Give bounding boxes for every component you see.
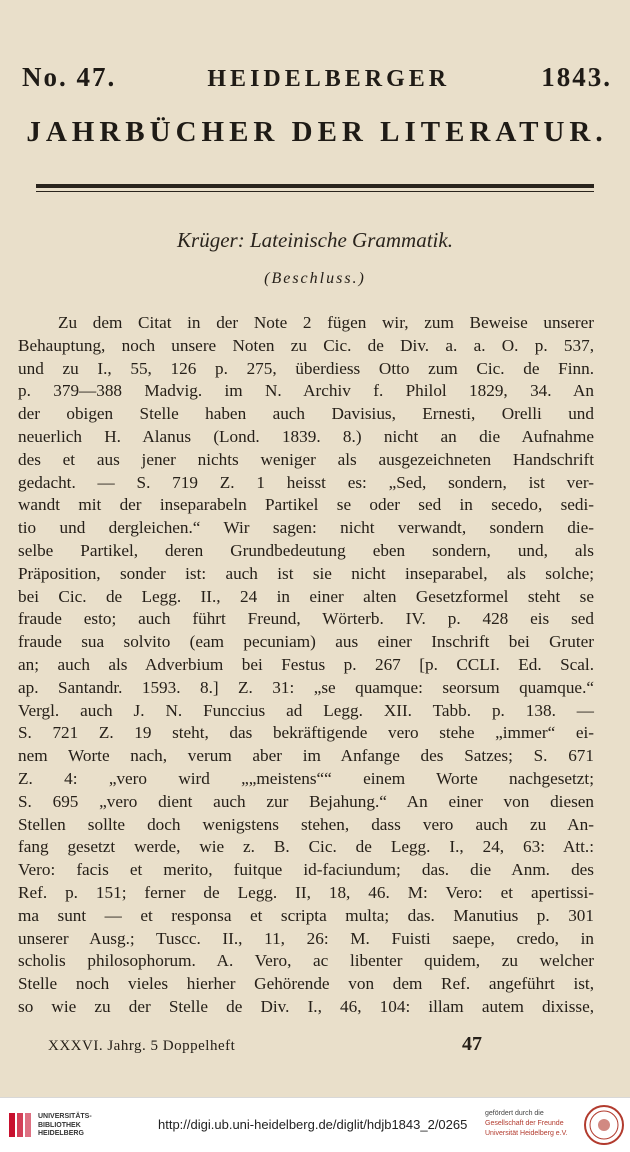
page-number: 47 [462, 1033, 482, 1055]
text-line: fang gesetzt werde, wie z. B. Cic. de Legg. I., 24, 63: Att.: [18, 837, 594, 857]
university-library-logo-icon [8, 1110, 34, 1140]
article-title: Krüger: Lateinische Grammatik. [177, 228, 453, 252]
text-line: p. 379—388 Madvig. im N. Archiv f. Philol 1829, 34. An [18, 381, 594, 401]
text-line: so wie zu der Stelle de Div. I., 46, 104: illam autem dixisse, [18, 996, 594, 1016]
text-line: ma sunt — et responsa et scripta multa; das. Manutius p. 301 [18, 905, 594, 925]
text-line: ap. Santandr. 1593. 8.] Z. 31: „se quamque: seorsum quamque.“ [18, 677, 594, 697]
viewer-footer-bar [0, 1097, 630, 1152]
text-line: bei Cic. de Legg. II., 24 in einer alten Gesetzformel steht se [18, 586, 594, 606]
text-line: Vero: facis et merito, fuitque id-faciundum; das. die Anm. des [18, 860, 594, 880]
text-line: Zu dem Citat in der Note 2 fügen wir, zum Beweise unserer [58, 313, 594, 332]
page-footer [48, 1033, 482, 1056]
header-rule-thick [36, 184, 594, 188]
text-line: S. 721 Z. 19 steht, das bekräftigende vero stehe „immer“ ei- [18, 723, 594, 743]
text-line: neuerlich H. Alanus (Lond. 1839. 8.) nicht an die Aufnahme [18, 426, 594, 446]
header-rule-thin [36, 191, 594, 192]
text-line: Präposition, sonder ist: auch ist sie nicht inseparabel, als solche; [18, 563, 594, 583]
text-line: an; auch als Adverbium bei Festus p. 267 [p. CCLI. Ed. Scal. [18, 654, 594, 674]
permalink-url[interactable]: http://digi.ub.uni-heidelberg.de/diglit/hdjb1843_2/0265 [158, 1117, 468, 1132]
journal-title: JAHRBÜCHER DER LITERATUR. [26, 116, 608, 148]
article-subtitle: (Beschluss.) [264, 270, 366, 287]
text-line: Vergl. auch J. N. Funccius ad Legg. XII. Tabb. p. 138. — [18, 700, 594, 720]
journal-name: HEIDELBERGER [207, 66, 451, 92]
text-line: fraude esto; auch führt Freund, Wörterb. IV. p. 428 eis sed [18, 609, 594, 629]
text-line: selbe Partikel, deren Grundbedeutung eben sondern, und, als [18, 540, 594, 560]
text-line: scholis philosophorum. A. Vero, ac libenter quidem, zu welcher [18, 951, 594, 971]
sponsor-text: gefördert durch die Gesellschaft der Freunde Universität Heidelberg e.V. [485, 1110, 568, 1137]
issue-year: 1843. [541, 62, 612, 92]
masthead [22, 62, 612, 93]
text-line: Z. 4: „vero wird „„meistens““ einem Worte nachgesetzt; [18, 768, 594, 788]
text-line: Behauptung, noch unsere Noten zu Cic. de Div. a. a. O. p. 537, [18, 335, 594, 355]
signature-mark: XXXVI. Jahrg. 5 Doppelheft [48, 1038, 236, 1054]
text-line: der obigen Stelle haben auch Davisius, Ernesti, Orelli und [18, 404, 594, 424]
library-name: UNIVERSITÄTS- BIBLIOTHEK HEIDELBERG [38, 1113, 92, 1137]
text-line: nem Worte nach, verum aber im Anfange des Satzes; S. 671 [18, 746, 594, 766]
society-seal-icon [583, 1104, 625, 1146]
text-line: fraude sua solvito (eam pecuniam) aus einer Inschrift bei Gruter [18, 632, 594, 652]
text-line: Ref. p. 151; ferner de Legg. II, 18, 46. M: Vero: et apertissi- [18, 882, 594, 902]
text-line: Stellen sollte doch wenigstens stehen, dass vero auch zu An- [18, 814, 594, 834]
text-line: des et aus jener nichts weniger als ausgezeichneten Handschrift [18, 449, 594, 469]
text-line: wandt mit der inseparabeln Partikel se oder sed in secedo, sedi- [18, 495, 594, 515]
text-line: gedacht. — S. 719 Z. 1 heisst es: „Sed, sondern, ist ver- [18, 472, 594, 492]
issue-number: No. 47. [22, 62, 117, 92]
text-line: unserer Ausg.; Tuscc. II., 11, 26: M. Fuisti saepe, credo, in [18, 928, 594, 948]
text-line: S. 695 „vero dient auch zur Bejahung.“ An einer von diesen [18, 791, 594, 811]
text-line: und zu I., 55, 126 p. 275, überdiess Otto zum Cic. de Finn. [18, 358, 594, 378]
text-line: Stelle noch vieles hierher Gehörende von dem Ref. angeführt ist, [18, 974, 594, 994]
article-body [18, 312, 594, 1019]
text-line: tio und dergleichen.“ Wir sagen: nicht verwandt, sondern die- [18, 518, 594, 538]
